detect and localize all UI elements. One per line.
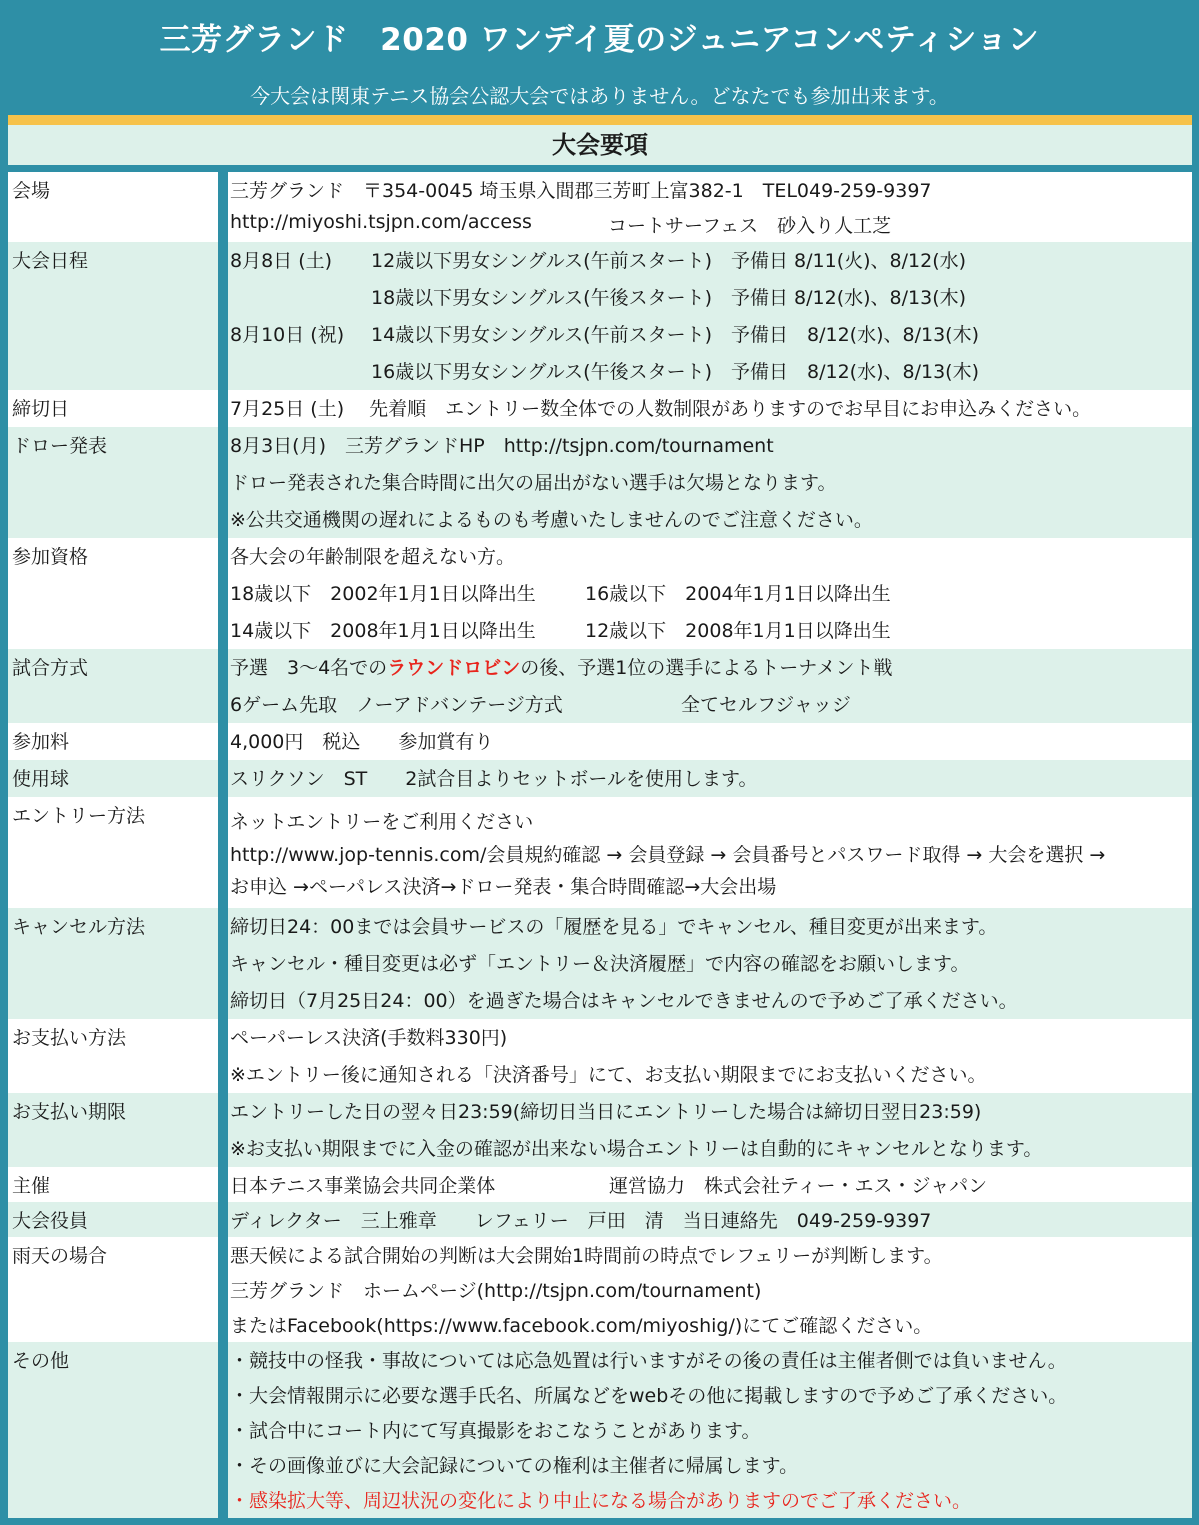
row-label: 大会役員 xyxy=(12,1210,89,1232)
venue-surface: コートサーフェス 砂入り人工芝 xyxy=(608,215,892,237)
details-table xyxy=(8,172,1192,1518)
venue-url[interactable]: http://miyoshi.tsjpn.com/access xyxy=(230,211,532,233)
cancel-line-2: キャンセル・種目変更は必ず「エントリー＆決済履歴」で内容の確認をお願いします。 xyxy=(230,953,970,975)
row-content xyxy=(228,1202,1192,1237)
page-title: 三芳グランド 2020 ワンデイ夏のジュニアコンペティション xyxy=(159,22,1040,58)
row-label: 大会日程 xyxy=(12,250,89,272)
row-content xyxy=(228,1167,1192,1202)
column-separator xyxy=(218,1342,228,1518)
row-label: 使用球 xyxy=(12,768,70,790)
row-payment xyxy=(8,1019,1192,1093)
row-label: 試合方式 xyxy=(12,657,89,679)
row-content xyxy=(228,427,1192,538)
row-label: 締切日 xyxy=(12,398,70,420)
row-label: 雨天の場合 xyxy=(12,1245,108,1267)
schedule-event-4: 16歳以下男女シングルス(午後スタート) 予備日 8/12(水)、8/13(木) xyxy=(371,361,979,383)
schedule-event-2: 18歳以下男女シングルス(午後スタート) 予備日 8/12(水)、8/13(木) xyxy=(371,287,967,309)
other-line-3: ・試合中にコート内にて写真撮影をおこなうことがあります。 xyxy=(230,1420,761,1442)
other-line-5-warning: ・感染拡大等、周辺状況の変化により中止になる場合がありますのでご了承ください。 xyxy=(230,1490,972,1512)
row-label: エントリー方法 xyxy=(12,805,146,827)
row-content xyxy=(228,649,1192,723)
entry-line-1: ネットエントリーをご利用ください xyxy=(230,811,534,833)
other-line-4: ・その画像並びに大会記録についての権利は主催者に帰属します。 xyxy=(230,1455,799,1477)
column-separator xyxy=(218,1019,228,1093)
row-eligibility xyxy=(8,538,1192,649)
row-deadline xyxy=(8,390,1192,427)
format-judging: 全てセルフジャッジ xyxy=(681,694,851,716)
pay-deadline-line-2: ※お支払い期限までに入金の確認が出来ない場合エントリーは自動的にキャンセルとなります。 xyxy=(230,1138,1043,1160)
column-separator xyxy=(218,1093,228,1167)
rain-line-2[interactable]: 三芳グランド ホームページ(http://tsjpn.com/tournament) xyxy=(230,1280,762,1302)
draw-line-3: ※公共交通機関の遅れによるものも考慮いたしませんのでご注意ください。 xyxy=(230,509,873,531)
ball-text: スリクソン ST 2試合目よりセットボールを使用します。 xyxy=(230,768,758,790)
header-banner xyxy=(0,0,1199,115)
column-separator xyxy=(218,1202,228,1237)
row-fee xyxy=(8,723,1192,760)
column-separator xyxy=(218,538,228,649)
eligibility-18: 18歳以下 2002年1月1日以降出生 xyxy=(230,583,536,605)
eligibility-line-1: 各大会の年齢制限を超えない方。 xyxy=(230,546,516,568)
rain-line-1: 悪天候による試合開始の判断は大会開始1時間前の時点でレフェリーが判断します。 xyxy=(230,1245,943,1267)
column-separator xyxy=(218,760,228,797)
row-officials xyxy=(8,1202,1192,1237)
other-line-2: ・大会情報開示に必要な選手氏名、所属などをwebその他に掲載しますので予めご了承ください。 xyxy=(230,1385,1068,1407)
payment-line-2: ※エントリー後に通知される「決済番号」にて、お支払い期限までにお支払いください。 xyxy=(230,1064,987,1086)
host-organizer: 日本テニス事業協会共同企業体 xyxy=(230,1175,496,1197)
venue-address: 三芳グランド 〒354-0045 埼玉県入間郡三芳町上富382-1 TEL049-259-9397 xyxy=(230,180,932,202)
row-content xyxy=(228,1093,1192,1167)
column-separator xyxy=(218,797,228,908)
eligibility-12: 12歳以下 2008年1月1日以降出生 xyxy=(585,620,891,642)
column-separator xyxy=(218,908,228,1019)
row-label: 会場 xyxy=(12,180,51,202)
round-robin-highlight: ラウンドロビン xyxy=(387,657,521,679)
eligibility-16: 16歳以下 2004年1月1日以降出生 xyxy=(585,583,891,605)
section-title: 大会要項 xyxy=(8,125,1192,165)
host-cooperation: 運営協力 株式会社ティー・エス・ジャパン xyxy=(609,1175,988,1197)
entry-line-3: お申込 →ペーパレス決済→ドロー発表・集合時間確認→大会出場 xyxy=(230,876,777,898)
row-pay-deadline xyxy=(8,1093,1192,1167)
row-schedule xyxy=(8,242,1192,390)
row-content xyxy=(228,538,1192,649)
row-cancel xyxy=(8,908,1192,1019)
row-draw xyxy=(8,427,1192,538)
draw-line-1: 8月3日(月) 三芳グランドHP http://tsjpn.com/tournament xyxy=(230,435,774,457)
deadline-text: 7月25日 (土) 先着順 エントリー数全体での人数制限がありますのでお早目にお申込みください。 xyxy=(230,398,1092,420)
row-other xyxy=(8,1342,1192,1518)
column-separator xyxy=(218,390,228,427)
format-prefix: 予選 3～4名での xyxy=(230,657,388,679)
payment-line-1: ペーパーレス決済(手数料330円) xyxy=(230,1027,508,1049)
column-separator xyxy=(218,172,228,242)
row-content xyxy=(228,390,1192,427)
row-label: その他 xyxy=(12,1350,70,1372)
column-separator xyxy=(218,427,228,538)
fee-text: 4,000円 税込 参加賞有り xyxy=(230,731,494,753)
row-venue xyxy=(8,172,1192,242)
format-line-1 xyxy=(230,653,893,680)
row-content xyxy=(228,1237,1192,1342)
row-label: ドロー発表 xyxy=(12,435,108,457)
rain-line-3[interactable]: またはFacebook(https://www.facebook.com/miyoshig/)にてご確認ください。 xyxy=(230,1315,933,1337)
section-gap xyxy=(8,165,1192,172)
other-line-1: ・競技中の怪我・事故については応急処置は行いますがその後の責任は主催者側では負いません。 xyxy=(230,1350,1067,1372)
column-separator xyxy=(218,1237,228,1342)
row-label: 参加料 xyxy=(12,731,70,753)
row-content xyxy=(228,1019,1192,1093)
row-label: 主催 xyxy=(12,1175,51,1197)
row-label: 参加資格 xyxy=(12,546,89,568)
row-content xyxy=(228,797,1192,908)
row-content xyxy=(228,760,1192,797)
page-subtitle: 今大会は関東テニス協会公認大会ではありません。どなたでも参加出来ます。 xyxy=(250,84,949,108)
row-content xyxy=(228,1342,1192,1518)
column-separator xyxy=(218,649,228,723)
row-rain xyxy=(8,1237,1192,1342)
row-format xyxy=(8,649,1192,723)
pay-deadline-line-1: エントリーした日の翌々日23:59(締切日当日にエントリーした場合は締切日翌日23:59) xyxy=(230,1101,982,1123)
eligibility-14: 14歳以下 2008年1月1日以降出生 xyxy=(230,620,536,642)
format-scoring: 6ゲーム先取 ノーアドバンテージ方式 xyxy=(230,694,563,716)
schedule-event-1: 12歳以下男女シングルス(午前スタート) 予備日 8/11(火)、8/12(水) xyxy=(371,250,967,272)
cancel-line-3: 締切日（7月25日24：00）を過ぎた場合はキャンセルできませんので予めご了承ください。 xyxy=(230,990,1018,1012)
schedule-date-1: 8月8日 (土) xyxy=(230,250,333,272)
row-content xyxy=(228,723,1192,760)
draw-line-2: ドロー発表された集合時間に出欠の届出がない選手は欠場となります。 xyxy=(230,472,837,494)
row-content xyxy=(228,908,1192,1019)
row-host xyxy=(8,1167,1192,1202)
schedule-event-3: 14歳以下男女シングルス(午前スタート) 予備日 8/12(水)、8/13(木) xyxy=(371,324,979,346)
column-separator xyxy=(218,1167,228,1202)
row-content xyxy=(228,242,1192,390)
cancel-line-1: 締切日24：00までは会員サービスの「履歴を見る」でキャンセル、種目変更が出来ます。 xyxy=(230,916,998,938)
row-label: お支払い期限 xyxy=(12,1101,127,1123)
column-separator xyxy=(218,242,228,390)
schedule-date-2: 8月10日 (祝) xyxy=(230,324,345,346)
row-content xyxy=(228,172,1192,242)
officials-text: ディレクター 三上雅章 レフェリー 戸田 清 当日連絡先 049-259-9397 xyxy=(230,1210,932,1232)
column-separator xyxy=(218,723,228,760)
row-label: お支払い方法 xyxy=(12,1027,127,1049)
format-suffix: の後、予選1位の選手によるトーナメント戦 xyxy=(520,657,893,679)
row-ball xyxy=(8,760,1192,797)
gold-divider xyxy=(8,115,1192,125)
row-label: キャンセル方法 xyxy=(12,916,146,938)
row-entry xyxy=(8,797,1192,908)
entry-line-2[interactable]: http://www.jop-tennis.com/会員規約確認 → 会員登録 → 会員番号とパスワード取得 → 大会を選択 → xyxy=(230,844,1106,866)
